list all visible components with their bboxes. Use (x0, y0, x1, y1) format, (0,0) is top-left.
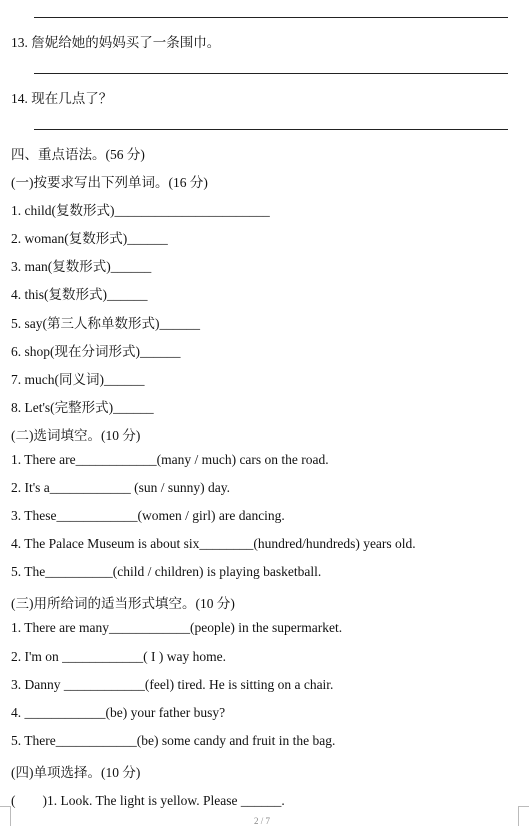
part-title: (四)单项选择。(10 分) (11, 765, 141, 780)
question-item: 5. say(第三人称单数形式)______ (11, 316, 200, 331)
question-item: 5. The__________(child / children) is playing basketball. (11, 564, 322, 579)
question-item: 4. ____________(be) your father busy? (11, 705, 226, 720)
question-item: 8. Let's(完整形式)______ (11, 400, 154, 415)
question-item: ( )1. Look. The light is yellow. Please ______. (11, 793, 285, 808)
question-item: 6. shop(现在分词形式)______ (11, 344, 181, 359)
translation-item (11, 31, 220, 51)
part-title: (三)用所给词的适当形式填空。(10 分) (11, 596, 235, 611)
question-item: 1. There are____________(many / much) cars on the road. (11, 452, 329, 467)
part-title: (一)按要求写出下列单词。(16 分) (11, 175, 208, 190)
translation-item (11, 87, 112, 107)
answer-line (34, 73, 508, 74)
question-item: 1. child(复数形式)_______________________ (11, 203, 270, 218)
section-title: 四、重点语法。(56 分) (11, 147, 145, 162)
question-item: 3. man(复数形式)______ (11, 259, 152, 274)
part-title: (二)选词填空。(10 分) (11, 428, 141, 443)
question-item: 5. There____________(be) some candy and fruit in the bag. (11, 733, 336, 748)
question-item: 4. The Palace Museum is about six________(hundred/hundreds) years old. (11, 536, 416, 551)
question-item: 7. much(同义词)______ (11, 372, 145, 387)
question-item: 4. this(复数形式)______ (11, 287, 148, 302)
page-number: 2 / 7 (254, 816, 271, 826)
answer-line (34, 129, 508, 130)
page-corner-mark (518, 806, 529, 826)
question-item: 2. It's a____________ (sun / sunny) day. (11, 480, 231, 495)
question-item: 3. These____________(women / girl) are dancing. (11, 508, 285, 523)
question-item: 2. woman(复数形式)______ (11, 231, 168, 246)
item-number: 13. (11, 35, 28, 50)
page-corner-mark (0, 806, 11, 826)
question-item: 2. I'm on ____________( I ) way home. (11, 649, 227, 664)
question-item: 1. There are many____________(people) in the supermarket. (11, 620, 343, 635)
item-text: 詹妮给她的妈妈买了一条围巾。 (31, 35, 221, 50)
question-item: 3. Danny ____________(feel) tired. He is sitting on a chair. (11, 677, 334, 692)
item-number: 14. (11, 91, 28, 106)
answer-line (34, 17, 508, 18)
item-text: 现在几点了？ (31, 91, 113, 106)
